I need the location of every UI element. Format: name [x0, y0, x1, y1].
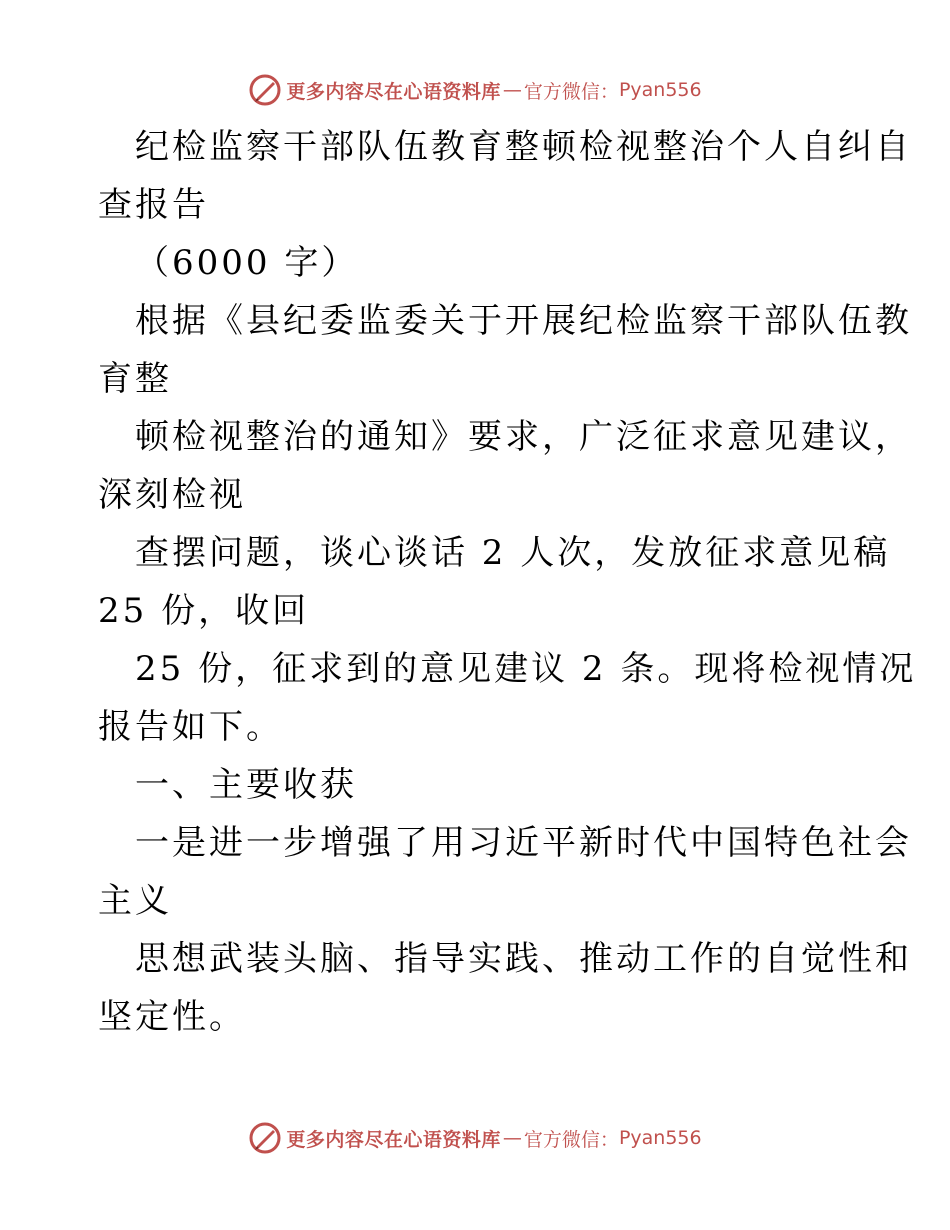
document-line: 深刻检视 — [98, 475, 246, 515]
watermark-official: 官方微信： — [523, 1128, 619, 1151]
document-line: 一是进一步增强了用习近平新时代中国特色社会 — [135, 823, 912, 863]
document-line: 报告如下。 — [98, 707, 283, 747]
document-body — [98, 118, 917, 1046]
header-watermark — [0, 70, 950, 110]
pen-logo-icon — [248, 1121, 282, 1155]
document-line: 25 份，征求到的意见建议 2 条。现将检视情况 — [135, 649, 917, 689]
watermark-id: Pyan556 — [618, 79, 702, 101]
watermark-separator: — — [502, 79, 522, 101]
watermark-id: Pyan556 — [618, 1127, 702, 1149]
document-line: 主义 — [98, 881, 172, 921]
pen-logo-icon — [248, 73, 282, 107]
document-line: 育整 — [98, 359, 172, 399]
watermark-separator: — — [502, 1127, 522, 1149]
document-line: 思想武装头脑、指导实践、推动工作的自觉性和 — [135, 939, 912, 979]
document-line: 根据《县纪委监委关于开展纪检监察干部队伍教 — [135, 301, 912, 341]
document-line: （6000 字） — [135, 243, 359, 283]
document-line: 查报告 — [98, 185, 209, 225]
watermark-text: 更多内容尽在心语资料库 — [286, 80, 501, 103]
footer-watermark — [0, 1118, 950, 1158]
watermark-text: 更多内容尽在心语资料库 — [286, 1128, 501, 1151]
document-line: 一、主要收获 — [135, 765, 357, 805]
document-line: 查摆问题，谈心谈话 2 人次，发放征求意见稿 — [135, 533, 891, 573]
document-line: 纪检监察干部队伍教育整顿检视整治个人自纠自 — [135, 127, 912, 167]
watermark-official: 官方微信： — [523, 80, 619, 103]
document-line: 25 份，收回 — [98, 591, 310, 631]
document-line: 坚定性。 — [98, 997, 246, 1037]
document-line: 顿检视整治的通知》要求，广泛征求意见建议， — [135, 417, 912, 457]
